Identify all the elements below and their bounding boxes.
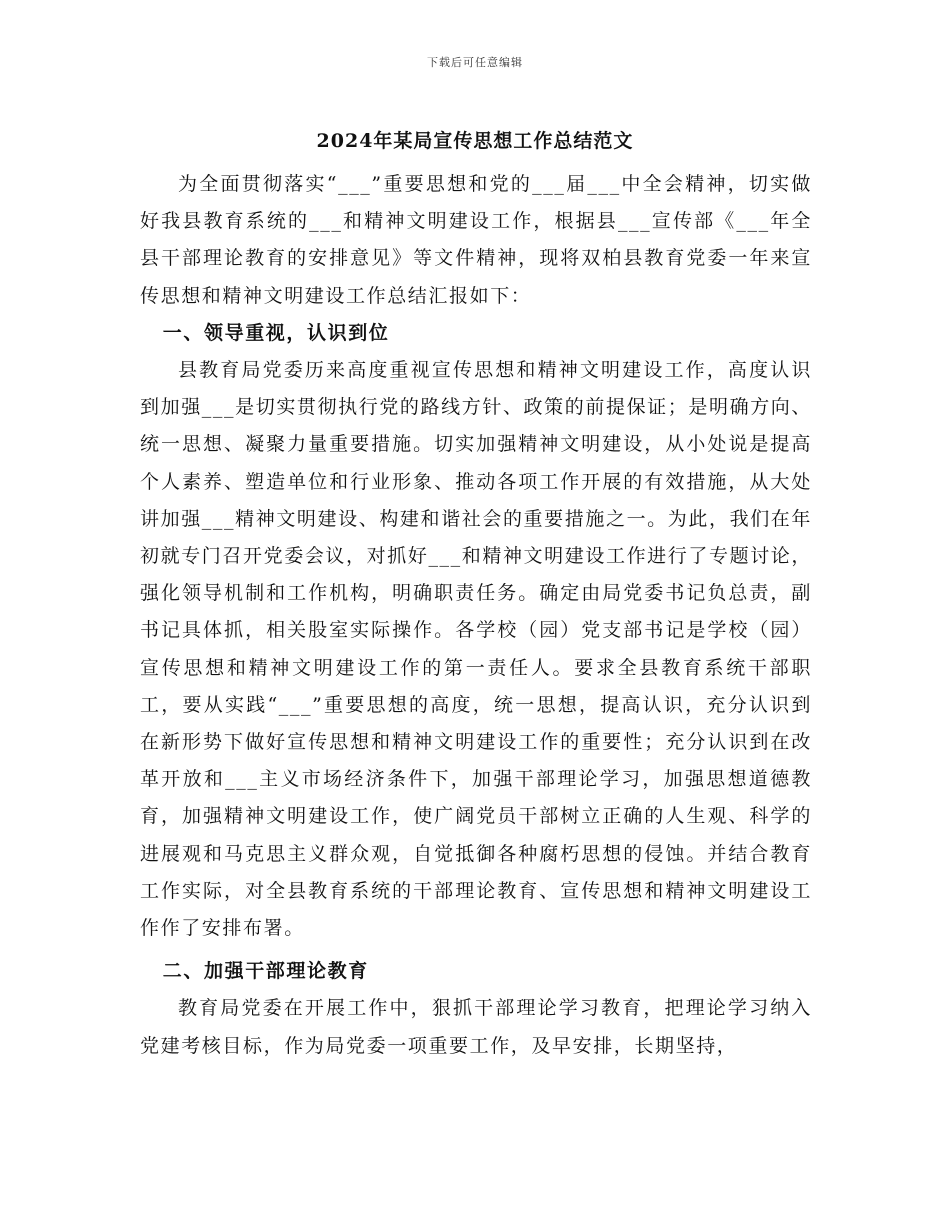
section-heading-2: 二、加强干部理论教育 bbox=[162, 960, 369, 983]
paragraph-section-2: 教育局党委在开展工作中，狠抓干部理论学习教育，把理论学习纳入党建考核目标，作为局党委一项重要工作，及早安排，长期坚持， bbox=[140, 997, 812, 1057]
document-body bbox=[140, 166, 812, 1065]
page-header-note: 下载后可任意编辑 bbox=[427, 56, 523, 69]
paragraph-section-1: 县教育局党委历来高度重视宣传思想和精神文明建设工作，高度认识到加强___是切实贯彻执行党的路线方针、政策的前提保证；是明确方向、统一思想、凝聚力量重要措施。切实加强精神文明建设，从小处说是提高个人素养、塑造单位和行业形象、推动各项工作开展的有效措施，从大处讲加强___精神文明建设、构建和谐社会的重要措施之一。为此，我们在年初就专门召开党委会议，对抓好___和精神文明建设工作进行了专题讨论，强化领导机制和工作机构，明确职责任务。确定由局党委书记负总责，副书记具体抓，相关股室实际操作。各学校（园）党支部书记是学校（园）宣传思想和精神文明建设工作的第一责任人。要求全县教育系统干部职工，要从实践“___”重要思想的高度，统一思想，提高认识，充分认识到在新形势下做好宣传思想和精神文明建设工作的重要性；充分认识到在改革开放和___主义市场经济条件下，加强干部理论学习，加强思想道德教育，加强精神文明建设工作，使广阔党员干部树立正确的人生观、科学的进展观和马克思主义群众观，自觉抵御各种腐朽思想的侵蚀。并结合教育工作实际，对全县教育系统的干部理论教育、宣传思想和精神文明建设工作作了安排布署。 bbox=[140, 359, 812, 940]
document-title: 2024年某局宣传思想工作总结范文 bbox=[316, 130, 634, 152]
paragraph-intro: 为全面贯彻落实“___”重要思想和党的___届___中全会精神，切实做好我县教育系统的___和精神文明建设工作，根据县___宣传部《___年全县干部理论教育的安排意见》等文件精神，现将双柏县教育党委一年来宣传思想和精神文明建设工作总结汇报如下： bbox=[140, 173, 812, 307]
section-heading-1: 一、领导重视，认识到位 bbox=[162, 321, 390, 344]
